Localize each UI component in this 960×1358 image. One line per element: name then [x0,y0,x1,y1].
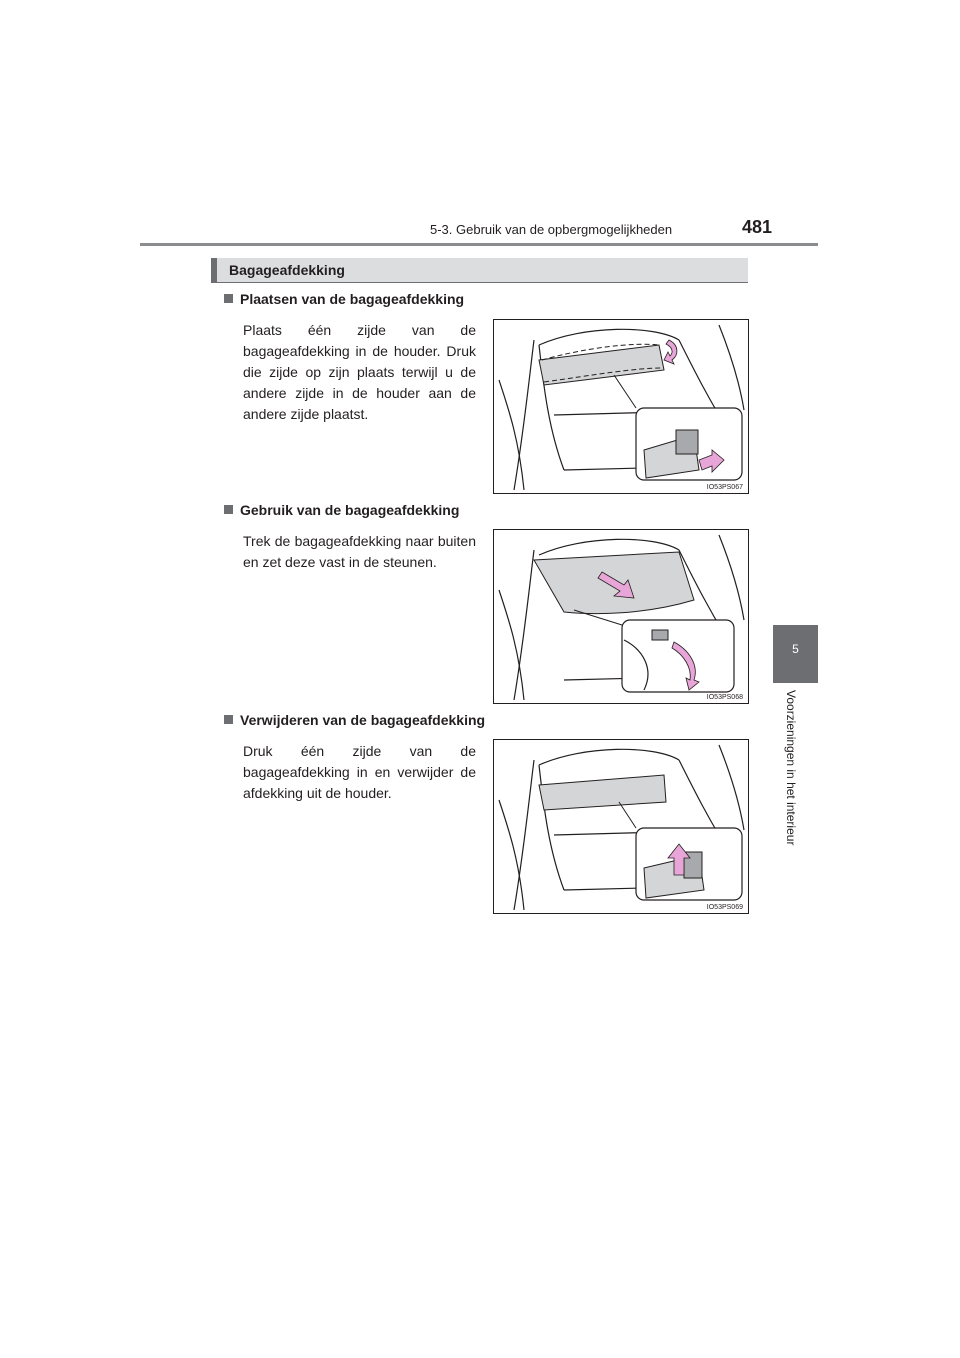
figure-using-cover [493,529,749,704]
cargo-cover-removing-illustration [494,740,748,913]
header-divider [140,243,818,246]
square-bullet-icon [224,294,233,303]
section-title-bar [211,258,748,282]
figure-removing-cover [493,739,749,914]
subheading-using [224,502,459,518]
square-bullet-icon [224,505,233,514]
subheading-text: Plaatsen van de bagageafdekking [240,291,465,307]
instruction-text: Druk één zijde van de bagageafdekking in en verwijder de afdekking uit de houder. [243,743,476,801]
figure-placing-cover [493,319,749,494]
chapter-tab-title: Voorzieningen in het interieur [784,690,798,846]
cargo-cover-placing-illustration [494,320,748,493]
section-title: Bagageafdekking [229,262,345,278]
figure-code: IO53PS068 [706,694,743,701]
running-header-section: 5-3. Gebruik van de opbergmogelijkheden [430,222,673,237]
subheading-text: Verwijderen van de bagageafdekking [240,712,486,728]
instruction-text: Plaats één zijde van de bagageafdekking in de houder. Druk die zijde op zijn plaats terwijl u de andere zijde in de houder aan de andere zijde plaatst. [243,322,476,422]
subheading-removing [224,712,485,728]
figure-code: IO53PS067 [706,484,743,491]
square-bullet-icon [224,715,233,724]
subheading-placing [224,291,464,307]
subheading-text: Gebruik van de bagageafdekking [240,502,460,518]
instruction-text: Trek de bagageafdekking naar buiten en zet deze vast in de steunen. [243,533,476,570]
chapter-tab-number: 5 [792,642,799,656]
figure-code: IO53PS069 [706,904,743,911]
page-number: 481 [742,217,773,237]
section-title-rule [211,282,748,283]
cargo-cover-using-illustration [494,530,748,703]
